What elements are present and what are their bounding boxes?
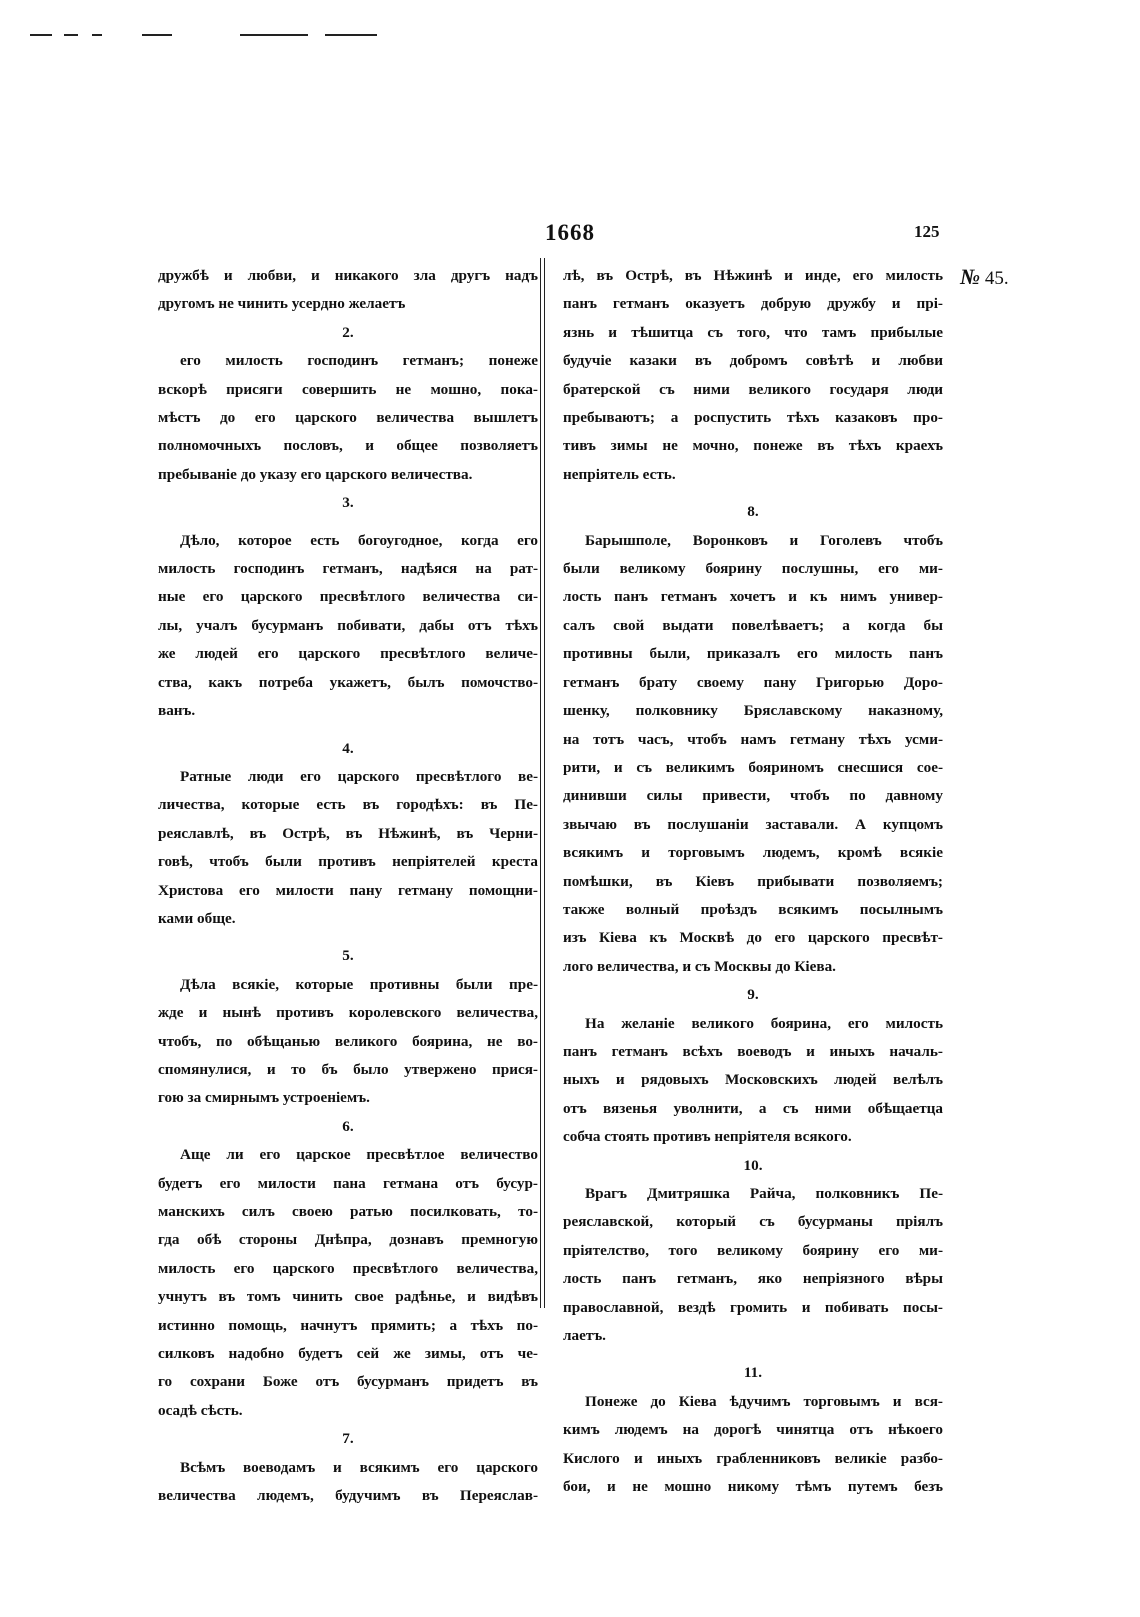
text-line: манскихъ силъ своею ратью посилковать, то-	[158, 1203, 538, 1220]
text-line: помѣшки, въ Кіевъ прибывати позволяемъ;	[563, 872, 943, 890]
text-line: лаетъ.	[563, 1327, 606, 1345]
text-line: Дѣло, которое есть богоугодное, когда его	[180, 531, 538, 549]
text-line: лость панъ гетманъ, яко непріязного вѣры	[563, 1270, 943, 1288]
article-number: 6.	[342, 1117, 354, 1135]
article-number: 9.	[747, 986, 759, 1004]
text-line: мѣстъ до его царского величества вышлетъ	[158, 409, 538, 427]
spacer	[158, 933, 538, 942]
article-number: 8.	[747, 503, 759, 521]
text-line: ками обще.	[158, 909, 236, 927]
text-line: противны были, приказалъ его милость панъ	[563, 645, 943, 663]
text-line: Понеже до Кіева ѣдучимъ торговымъ и вся-	[585, 1392, 943, 1410]
text-line: осадѣ сѣсть.	[158, 1401, 243, 1419]
text-line: были великому боярину послушны, его ми-	[563, 560, 943, 578]
text-line: величества людемъ, будучимъ въ Переяслав-	[158, 1487, 538, 1505]
text-line: Ратные люди его царского пресвѣтлого ве-	[180, 767, 538, 785]
text-line: будетъ его милости пана гетмана отъ бусур-	[158, 1174, 538, 1192]
text-line: его милость господинъ гетманъ; понеже	[180, 352, 538, 370]
article-number: 10.	[743, 1156, 763, 1174]
column-divider	[544, 258, 545, 1308]
text-line: Кислого и иныхъ грабленниковъ великіе разбо-	[563, 1449, 943, 1467]
spacer	[158, 518, 538, 527]
text-line: православной, вездѣ громить и побивать посы-	[563, 1298, 943, 1316]
text-line: пребываютъ; а роспустить тѣхъ казаковъ про-	[563, 409, 943, 427]
text-line: панъ гетманъ оказуетъ добрую дружбу и прі-	[563, 295, 943, 313]
right-column	[563, 262, 943, 1501]
text-line: ныхъ и рядовыхъ Московскихъ людей велѣлъ	[563, 1071, 943, 1089]
text-line: ванъ.	[158, 702, 196, 720]
text-line: непріятель есть.	[563, 465, 676, 483]
text-line: кимъ людемъ на дорогѣ чинятца отъ нѣкоего	[563, 1421, 943, 1439]
text-line: братерской съ ними великого государя люди	[563, 380, 943, 398]
text-line: лость панъ гетманъ хочетъ и къ нимъ универ-	[563, 588, 943, 606]
article-number: 3.	[342, 494, 354, 512]
text-line: бои, и не мошно никому тѣмъ путемъ безъ	[563, 1478, 943, 1496]
scan-edge-line	[64, 34, 78, 36]
text-line: лы, учалъ бусурманъ побивати, дабы отъ тѣхъ	[158, 616, 538, 634]
text-line: всякимъ и торговымъ людемъ, кромѣ всякіе	[563, 844, 943, 862]
article-number: 11.	[743, 1364, 763, 1382]
text-line: пребываніе до указу его царского величества.	[158, 465, 473, 483]
text-line: го сохрани Боже отъ бусурманъ придетъ въ	[158, 1373, 538, 1391]
spacer	[158, 726, 538, 735]
text-line: отъ вязенья уволнити, а съ ними обѣщаетца	[563, 1099, 943, 1117]
article-number: 4.	[342, 739, 354, 757]
spacer	[563, 489, 943, 498]
text-line: же людей его царского пресвѣтлого величе-	[158, 645, 538, 663]
text-line: рити, и съ великимъ бояриномъ снесшися сое-	[563, 758, 943, 776]
page-number: 125	[914, 222, 940, 241]
left-column	[158, 262, 538, 1510]
text-line: учнутъ въ томъ чинить свое радѣнье, и видѣвъ	[158, 1288, 538, 1306]
scan-edge-line	[142, 34, 172, 36]
text-line: гою за смирнымъ устроеніемъ.	[158, 1089, 370, 1107]
text-line: ные его царского пресвѣтлого величества си-	[158, 588, 538, 606]
text-line: реяславлѣ, въ Острѣ, въ Нѣжинѣ, въ Черни-	[158, 824, 538, 842]
text-line: на тотъ часъ, чтобъ намъ гетману тѣхъ усми-	[563, 730, 943, 748]
column-divider	[540, 258, 541, 1308]
text-line: другомъ не чинить усердно желаетъ	[158, 295, 406, 313]
text-line: Христова его милости пану гетману помощни-	[158, 881, 538, 899]
text-line: собча стоять противъ непріятеля всякого.	[563, 1128, 852, 1146]
text-line: Врагъ Дмитряшка Райча, полковникъ Пе-	[585, 1185, 943, 1202]
spacer	[563, 1350, 943, 1359]
text-line: панъ гетманъ всѣхъ воеводъ и иныхъ началь-	[563, 1042, 943, 1060]
text-line: язнь и тѣшитца съ того, что тамъ прибылые	[563, 323, 943, 341]
text-line: Всѣмъ воеводамъ и всякимъ его царского	[180, 1458, 538, 1476]
text-line: Дѣла всякіе, которые противны были пре-	[180, 975, 538, 993]
text-line: Барышполе, Воронковъ и Гоголевъ чтобъ	[585, 531, 943, 549]
text-line: спомянулися, и то бъ было утвержено прися-	[158, 1060, 538, 1078]
text-line: звычаю въ послушаніи заставали. А купцомъ	[563, 815, 943, 833]
text-line: динивши силы привести, чтобъ по давному	[563, 787, 943, 805]
text-line: тивъ зимы не мочно, понеже въ тѣхъ краехъ	[563, 437, 943, 455]
text-line: гетманъ брату своему пану Григорью Доро-	[563, 673, 943, 691]
header-year: 1668	[545, 220, 595, 245]
text-line: вскорѣ присяги совершить не мошно, пока-	[158, 380, 538, 398]
text-line: гда обѣ стороны Днѣпра, дознавъ премногую	[158, 1231, 538, 1249]
scan-edge-line	[325, 34, 377, 36]
text-line: милость его царского пресвѣтлого величества,	[158, 1259, 538, 1277]
document-number-value: 45.	[984, 268, 1009, 289]
article-number: 2.	[342, 323, 354, 341]
text-line: Аще ли его царское пресвѣтлое величество	[180, 1146, 538, 1164]
scan-edge-line	[240, 34, 308, 36]
text-line: будучіе казаки въ добромъ совѣтѣ и любви	[563, 352, 943, 370]
text-line: силковъ надобно будетъ сей же зимы, отъ че-	[158, 1345, 538, 1363]
text-line: жде и нынѣ противъ королевского величества,	[158, 1004, 538, 1022]
text-line: пріятелство, того великому боярину его ми-	[563, 1241, 943, 1259]
document-number	[960, 264, 1009, 290]
text-line: полномочныхъ пословъ, и общее позволяетъ	[158, 437, 538, 455]
text-line: личества, которые есть въ городѣхъ: въ Пе-	[158, 796, 538, 814]
text-line: ства, какъ потреба укажетъ, былъ помочство-	[158, 673, 538, 691]
text-line: реяславской, который съ бусурманы пріялъ	[563, 1213, 943, 1231]
text-line: милость господинъ гетманъ, надѣяся на рат-	[158, 560, 538, 578]
article-number: 5.	[342, 947, 354, 965]
text-line: лого величества, и съ Москвы до Кіева.	[563, 957, 836, 975]
scan-edge-line	[30, 34, 52, 36]
article-number: 7.	[342, 1430, 354, 1448]
text-line: говѣ, чтобъ были противъ непріятелей креста	[158, 853, 538, 871]
text-line: салъ свой выдати повелѣваетъ; а когда бы	[563, 616, 943, 634]
text-line: На желаніе великого боярина, его милость	[585, 1014, 943, 1032]
number-sign: №	[960, 264, 981, 289]
text-line: изъ Кіева къ Москвѣ до его царского пресвѣт-	[563, 929, 943, 947]
text-line: лѣ, въ Острѣ, въ Нѣжинѣ и инде, его милость	[563, 267, 943, 284]
text-line: дружбѣ и любви, и никакого зла другъ надъ	[158, 267, 538, 284]
text-line: также волный проѣздъ всякимъ посылнымъ	[563, 900, 943, 918]
text-line: шенку, полковнику Бряславскому наказному,	[563, 702, 943, 720]
text-line: чтобъ, по обѣщанью великого боярина, не во-	[158, 1032, 538, 1050]
text-line: истинно помощь, начнутъ прямить; а тѣхъ по-	[158, 1316, 538, 1334]
scan-edge-line	[92, 34, 102, 36]
